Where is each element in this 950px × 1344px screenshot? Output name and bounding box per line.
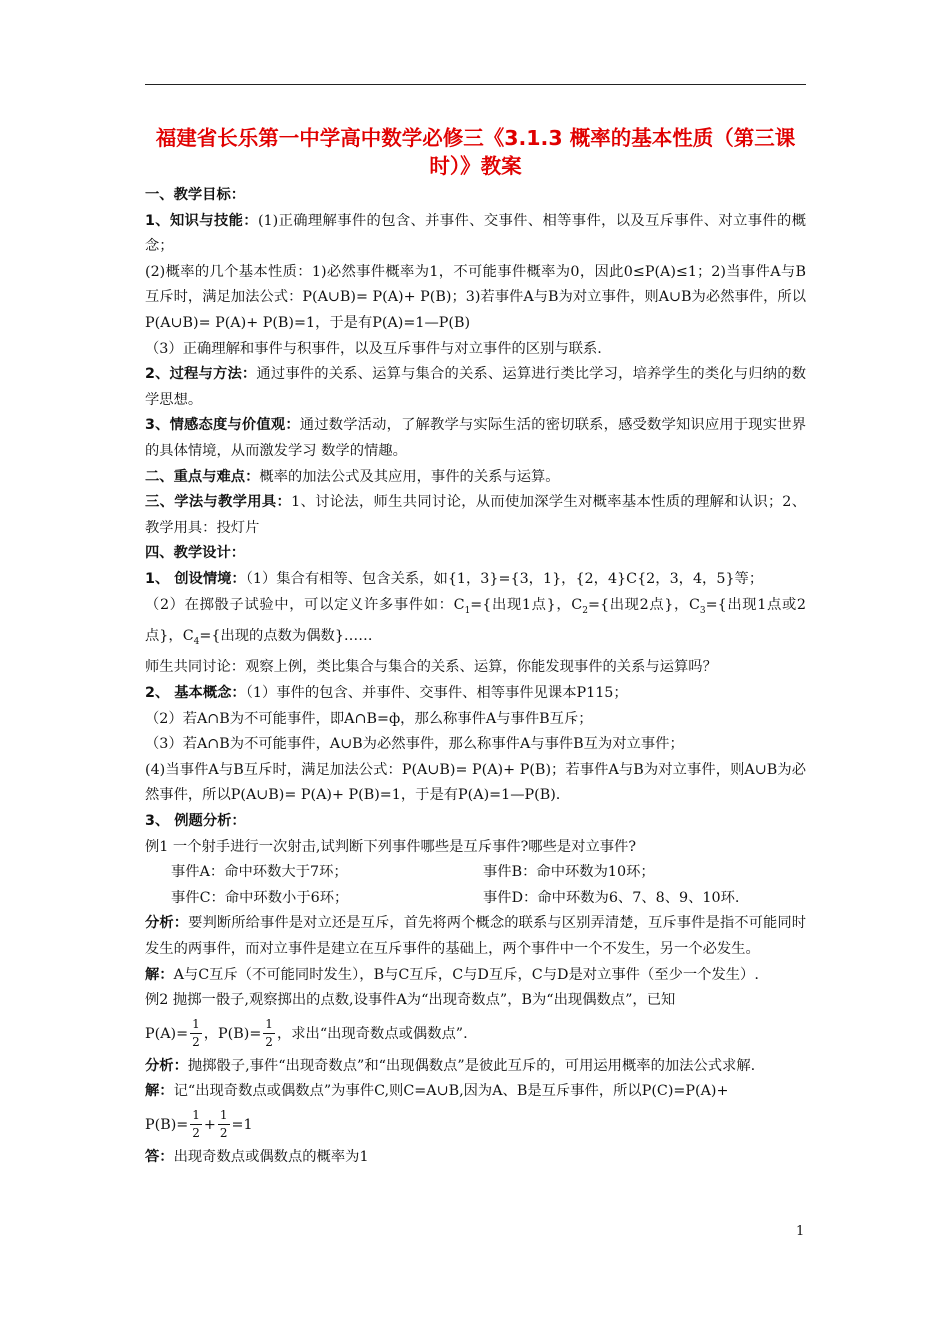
- text: 概率的加法公式及其应用，事件的关系与运算。: [259, 468, 560, 485]
- subscript: 2: [582, 605, 588, 616]
- subscript: 4: [193, 636, 200, 647]
- numerator: 1: [263, 1016, 275, 1034]
- section-heading: 一、教学目标：: [145, 187, 246, 203]
- label: 解：: [145, 966, 174, 983]
- text: (1)正确理解事件的包含、并事件、交事件、相等事件，以及互斥事件、对立事件的概念；: [145, 212, 807, 255]
- section-heading: 三、学法与教学用具：: [145, 494, 292, 511]
- paragraph: [145, 465, 806, 491]
- numerator: 1: [218, 1107, 230, 1125]
- document-title: 福建省长乐第一中学高中数学必修三《3.1.3 概率的基本性质（第三课时）》教案: [155, 126, 796, 178]
- subheading: 2、 基本概念：: [145, 685, 246, 701]
- text: ={出现的点数为偶数}……: [199, 627, 373, 644]
- denominator: 2: [192, 1035, 200, 1050]
- paragraph: [145, 362, 806, 413]
- text: （1）集合有相等、包含关系，如{1，3}={3，1}，{2，4}C{2，3，4，5}等；: [245, 570, 764, 587]
- header-rule: [145, 84, 806, 85]
- event-a: 事件A：命中环数大于7环；: [171, 864, 348, 881]
- fraction: [218, 1107, 230, 1142]
- label: 分析：: [145, 915, 189, 932]
- denominator: 2: [192, 1126, 200, 1141]
- denominator: 2: [265, 1035, 273, 1050]
- event-c: 事件C：命中环数小于6环；: [171, 889, 349, 906]
- numerator: 1: [190, 1016, 202, 1034]
- subheading: 2、过程与方法：: [145, 366, 257, 383]
- paragraph: [145, 413, 806, 464]
- analysis: [145, 911, 806, 962]
- solution: [145, 963, 806, 989]
- text: 1、讨论法，师生共同讨论，从而使加深学生对概率基本性质的理解和认识；2、教学用具：投灯片: [145, 494, 806, 536]
- denominator: 2: [219, 1126, 228, 1141]
- paragraph: [145, 681, 806, 707]
- paragraph: 师生共同讨论：观察上例，类比集合与集合的关系、运算，你能发现事件的关系与运算吗？: [145, 659, 717, 676]
- text: ={出现2点}，C: [587, 596, 700, 613]
- formula-line: [145, 1014, 806, 1054]
- text: （1）事件的包含、并事件、交事件、相等事件见课本P115；: [245, 685, 628, 701]
- text: ，求出“出现奇数点或偶数点”.: [276, 1025, 468, 1042]
- example-2: 例2 抛掷一骰子,观察掷出的点数,设事件A为“出现奇数点”，B为“出现偶数点”，已知: [145, 992, 676, 1009]
- paragraph: [145, 567, 806, 593]
- event-d: 事件D：命中环数为6、7、8、9、10环.: [483, 889, 740, 906]
- text: A与C互斥（不可能同时发生），B与C互斥，C与D互斥，C与D是对立事件（至少一个发生）.: [173, 966, 759, 983]
- text: 要判断所给事件是对立还是互斥，首先将两个概念的联系与区别弄清楚，互斥事件是指不可能同时发生的两事件，而对立事件是建立在互斥事件的基础上，两个事件中一个不发生，另一个必发生。: [145, 915, 807, 957]
- text: 抛掷骰子,事件“出现奇数点”和“出现偶数点”是彼此互斥的，可用运用概率的加法公式求解.: [187, 1057, 756, 1074]
- text: P(A)=: [145, 1025, 189, 1042]
- event-b: 事件B：命中环数为10环；: [483, 864, 655, 881]
- subscript: 3: [699, 605, 706, 616]
- event-row: [145, 860, 806, 886]
- text: 通过事件的关系、运算与集合的关系、运算进行类比学习，培养学生的类化与归纳的数学思想。: [145, 366, 807, 408]
- text: 出现奇数点或偶数点的概率为1: [173, 1148, 369, 1165]
- fraction: [190, 1016, 202, 1051]
- text: ={出现1点}，C: [470, 596, 583, 613]
- text: （2）在掷骰子试验中，可以定义许多事件如：C: [145, 596, 465, 613]
- page-number: 1: [796, 1224, 805, 1239]
- subheading: 3、情感态度与价值观：: [145, 417, 300, 434]
- subheading: 1、 创设情境：: [145, 570, 246, 587]
- paragraph: [145, 593, 806, 656]
- fraction: [263, 1016, 275, 1051]
- text: 记“出现奇数点或偶数点”为事件C,则C=A∪B,因为A、B是互斥事件，所以P(C)=P(A)+: [173, 1083, 729, 1100]
- paragraph: （3）正确理解和事件与积事件，以及互斥事件与对立事件的区别与联系.: [145, 340, 602, 357]
- subheading: 1、知识与技能：: [145, 212, 258, 229]
- subscript: 1: [464, 605, 471, 616]
- label: 解：: [145, 1083, 174, 1100]
- event-row: [145, 886, 806, 912]
- text: 通过数学活动，了解教学与实际生活的密切联系，感受数学知识应用于现实世界的具体情境，从而激发学习 数学的情趣。: [145, 417, 806, 459]
- answer: [145, 1145, 806, 1171]
- paragraph: (2)概率的几个基本性质：1)必然事件概率为1，不可能事件概率为0，因此0≤P(A)≤1；2)当事件A与B互斥时，满足加法公式：P(A∪B)= P(A)+ P(B)；3)若事件A与B为对立事件，则A∪B为必然事件，所以P(A∪B)= P(A)+ P(B)=1，于是有P(A)=1—P(B): [145, 263, 806, 331]
- text: P(B)=: [145, 1116, 189, 1133]
- paragraph: (4)当事件A与B互斥时，满足加法公式：P(A∪B)= P(A)+ P(B)；若事件A与B为对立事件，则A∪B为必然事件，所以P(A∪B)= P(A)+ P(B)=1，于是有P(A)=1—P(B).: [145, 761, 806, 804]
- text: ，P(B)=: [203, 1025, 262, 1042]
- section-heading: 四、教学设计：: [145, 545, 246, 562]
- example-1: 例1 一个射手进行一次射击,试判断下列事件哪些是互斥事件?哪些是对立事件?: [145, 838, 637, 855]
- fraction: [190, 1107, 202, 1142]
- solution: [145, 1079, 806, 1105]
- paragraph: [145, 490, 806, 541]
- formula-line: P(B)= $\frac{1}{2}$ + $\frac{1}{2}$ =1: [145, 1108, 253, 1141]
- analysis: [145, 1054, 806, 1080]
- section-heading: 二、重点与难点：: [145, 468, 260, 485]
- document-body: [145, 124, 806, 1171]
- label: 分析：: [145, 1057, 188, 1074]
- text: ={出现1点或2点}，C: [145, 596, 806, 644]
- paragraph: （2）若A∩B为不可能事件，即A∩B=ф，那么称事件A与事件B互斥；: [145, 710, 593, 727]
- subheading: 3、 例题分析：: [145, 812, 246, 829]
- label: 答：: [145, 1148, 174, 1165]
- paragraph: （3）若A∩B为不可能事件，A∪B为必然事件，那么称事件A与事件B互为对立事件；: [145, 736, 684, 753]
- numerator: 1: [190, 1107, 202, 1125]
- text: =1: [231, 1116, 253, 1133]
- paragraph: [145, 209, 806, 260]
